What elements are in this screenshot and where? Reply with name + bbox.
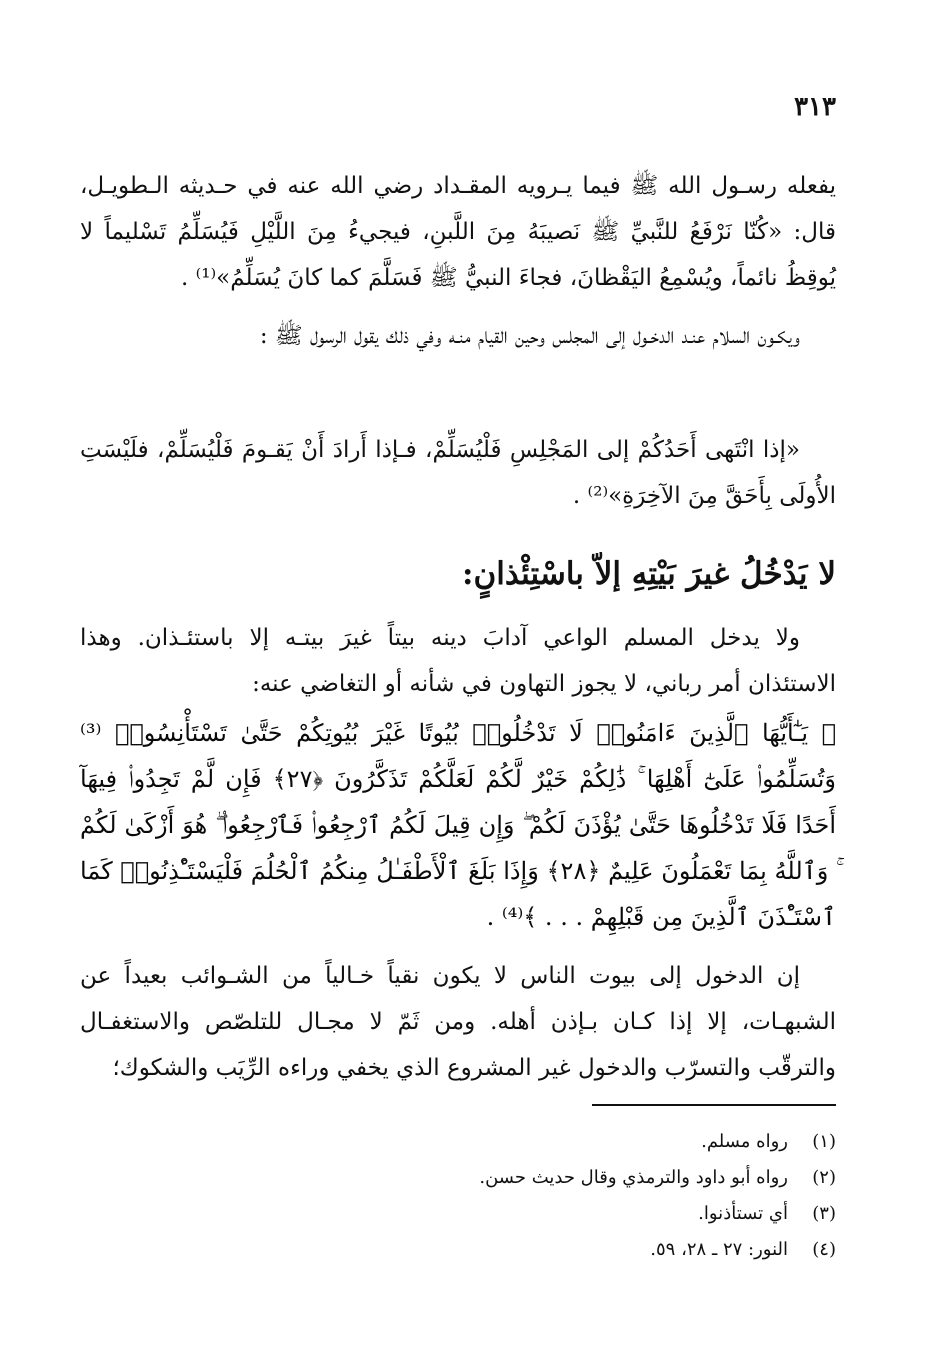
page-number: ٣١٣ xyxy=(794,92,836,122)
paragraph-2: ويكـون السلام عنـد الدخـول إلى المجلس وحين القيام منـه وفي ذلك يقول الرسول ﷺ : xyxy=(259,323,800,349)
paragraph-4: ولا يدخل المسلم الواعي آدابَ دينه بيتاً غيرَ بيتـه إلا باستئـذان. وهذا الاستئذان أمر رباني، لا يجوز التهاون في شأنه أو التغاضي عنه: xyxy=(80,625,836,697)
footnote-number: (٢) xyxy=(812,1167,836,1188)
footnote-item xyxy=(80,1232,836,1268)
section-heading: لا يَدْخُلُ غيرَ بَيْتِهِ إلاّ باسْتِئْذانٍ: xyxy=(462,555,836,592)
hadith-quote: «إذا انْتَهى أَحَدُكُمْ إلى المَجْلِسِ فَلْيُسَلِّمْ، فـإذا أَرادَ أَنْ يَقـومَ فَلْيُسَلِّمْ، فلَيْسَتِ الأُولَى بِأَحَقَّ مِنَ الآخِرَةِ»⁽²⁾ . xyxy=(80,437,836,509)
footnote-number: (٤) xyxy=(812,1239,836,1260)
footnote-text: رواه مسلم. xyxy=(701,1131,788,1152)
quran-verse: ﴿ يَـٰٓأَيُّهَا ٱلَّذِينَ ءَامَنُوا۟ لَا تَدْخُلُوا۟ بُيُوتًا غَيْرَ بُيُوتِكُمْ حَتَّىٰ تَسْتَأْنِسُوا۟ ⁽³⁾ وَتُسَلِّمُوا۟ عَلَىٰٓ أَهْلِهَا ۚ ذَٰلِكُمْ خَيْرٌ لَّكُمْ لَعَلَّكُمْ تَذَكَّرُونَ ﴿٢٧﴾ فَإِن لَّمْ تَجِدُوا۟ فِيهَآ أَحَدًا فَلَا تَدْخُلُوهَا حَتَّىٰ يُؤْذَنَ لَكُمْ ۖ وَإِن قِيلَ لَكُمُ ٱرْجِعُوا۟ فَٱرْجِعُوا۟ ۖ هُوَ أَزْكَىٰ لَكُمْ ۚ وَٱللَّهُ بِمَا تَعْمَلُونَ عَلِيمٌ ﴿٢٨﴾ وَإِذَا بَلَغَ ٱلْأَطْفَـٰلُ مِنكُمُ ٱلْحُلُمَ فَلْيَسْتَـْٔذِنُوا۟ كَمَا ٱسْتَـْٔذَنَ ٱلَّذِينَ مِن قَبْلِهِمْ . . . ﴾⁽⁴⁾ . xyxy=(80,719,837,931)
footnote-divider xyxy=(592,1104,836,1106)
footnote-text: أي تستأذنوا. xyxy=(698,1203,788,1224)
footnote-item xyxy=(80,1160,836,1196)
footnote-text: النور: ٢٧ ـ ٢٨، ٥٩. xyxy=(650,1239,788,1260)
paragraph-1: يفعله رسـول الله ﷺ فيما يـرويه المقـداد رضي الله عنه في حـديثه الـطويـل، قال: «كُنّا نَرْفَعُ للنَّبيِّ ﷺ نَصيبَهُ مِنَ اللَّبنِ، فيجيءُ مِنَ اللَّيْلِ فَيُسَلِّمُ تَسْليماً لا يُوقِظُ نائماً، ويُسْمِعُ اليَقْظانَ، فجاءَ النبيُّ ﷺ فَسَلَّمَ كما كانَ يُسَلِّمُ»⁽¹⁾ . xyxy=(80,173,836,291)
footnote-number: (١) xyxy=(812,1131,836,1152)
footnote-item xyxy=(80,1196,836,1232)
footnote-number: (٣) xyxy=(812,1203,836,1224)
paragraph-5: إن الدخول إلى بيوت الناس لا يكون نقياً خـالياً من الشـوائب بعيداً عن الشبهـات، إلا إذا كـان بـإذن أهله. ومن ثَمّ لا مجـال للتلصّص والاستغفـال والترقّب والتسرّب والدخول غير المشروع الذي يخفي وراءه الرِّيَب والشكوك؛ xyxy=(80,963,836,1081)
footnotes-list xyxy=(80,1124,836,1268)
footnote-text: رواه أبو داود والترمذي وقال حديث حسن. xyxy=(479,1167,788,1188)
footnote-item xyxy=(80,1124,836,1160)
